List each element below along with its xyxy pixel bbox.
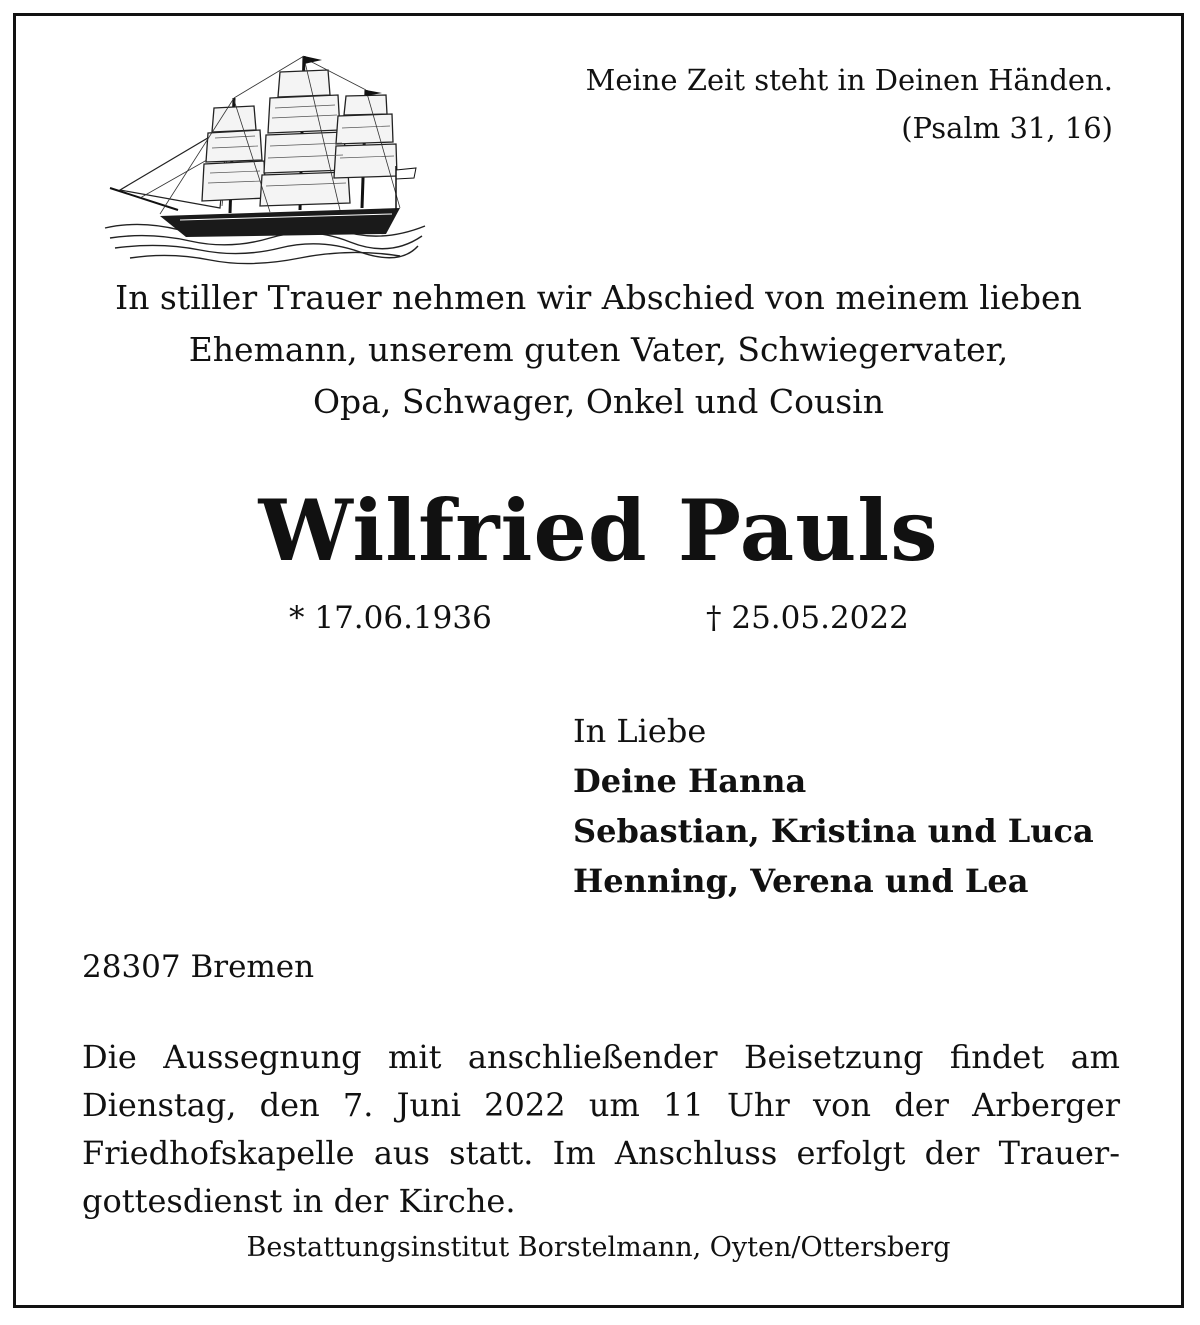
undertaker: Bestattungsinstitut Borstelmann, Oyten/Ottersberg — [246, 1232, 951, 1263]
mourner-line: Deine Hanna — [573, 762, 807, 800]
intro-text — [16, 272, 1181, 428]
death-date: † 25.05.2022 — [706, 600, 909, 636]
intro-line: Opa, Schwager, Onkel und Cousin — [313, 382, 884, 421]
city: 28307 Bremen — [82, 949, 315, 985]
motto-reference: (Psalm 31, 16) — [901, 111, 1113, 145]
intro-line: In stiller Trauer nehmen wir Abschied von meinem lieben — [115, 278, 1082, 317]
sailing-ship-icon — [100, 38, 430, 270]
mourner-line: Henning, Verena und Lea — [573, 862, 1029, 900]
intro-line: Ehemann, unserem guten Vater, Schwiegervater, — [188, 330, 1009, 369]
service-details: Die Aussegnung mit anschließender Beisetzung findet am Dienstag, den 7. Juni 2022 um 11 Uhr von der Arberger Friedhofskapelle aus statt. Im Anschluss erfolgt der Trauer-gottesdienst in der Kirche. — [82, 1038, 1120, 1220]
motto-quote: Meine Zeit steht in Deinen Händen. — [585, 63, 1113, 97]
mourners-intro: In Liebe — [573, 712, 707, 750]
birth-date: * 17.06.1936 — [289, 600, 492, 636]
mourners — [573, 706, 1094, 906]
obituary-notice — [13, 13, 1184, 1308]
mourner-line: Sebastian, Kristina und Luca — [573, 812, 1094, 850]
deceased-name: Wilfried Pauls — [258, 481, 939, 580]
motto — [586, 56, 1113, 152]
